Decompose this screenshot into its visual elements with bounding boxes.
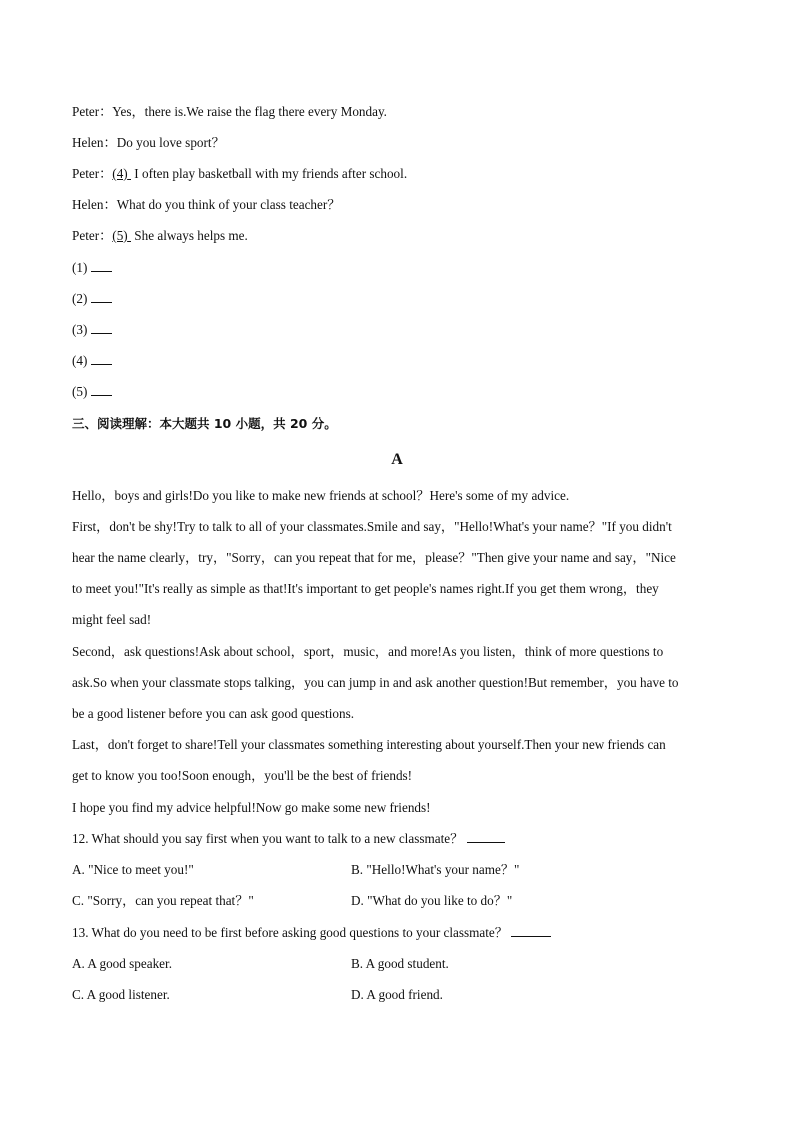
- question-12: [72, 830, 505, 848]
- answer-blank-5[interactable]: [72, 383, 112, 401]
- speaker-name: Helen: [72, 135, 104, 150]
- dialogue-text: I often play basketball with my friends after school.: [134, 166, 408, 181]
- dialogue-line: Helen：What do you think of your class teacher？: [72, 197, 341, 212]
- option-12-b[interactable]: B. "Hello!What's your name？": [351, 862, 520, 877]
- answer-line[interactable]: [91, 384, 112, 396]
- answer-blank-2[interactable]: [72, 290, 112, 308]
- passage-line: Hello，boys and girls!Do you like to make new friends at school？Here's some of my advice.: [72, 488, 570, 503]
- passage-title: A: [391, 451, 403, 468]
- question-stem: 12. What should you say first when you want to talk to a new classmate？: [72, 831, 464, 846]
- passage-line: to meet you!"It's really as simple as that!It's important to get people's names right.If you get them wrong，they: [72, 581, 659, 596]
- dialogue-line: Peter：(4) I often play basketball with my friends after school.: [72, 166, 408, 181]
- option-13-c[interactable]: C. A good listener.: [72, 987, 170, 1002]
- answer-label: (3): [72, 322, 88, 337]
- dialogue-line: Peter：(5) She always helps me.: [72, 228, 248, 243]
- dialogue-line: Helen：Do you love sport？: [72, 135, 225, 150]
- answer-line[interactable]: [91, 291, 112, 303]
- option-13-d[interactable]: D. A good friend.: [351, 987, 443, 1002]
- passage-line: First，don't be shy!Try to talk to all of your classmates.Smile and say，"Hello!What's your name？"If you didn't: [72, 519, 672, 534]
- dialogue-line: Peter：Yes，there is.We raise the flag there every Monday.: [72, 104, 387, 119]
- passage-line: ask.So when your classmate stops talking，you can jump in and ask another question!But remember，you have to: [72, 675, 679, 690]
- answer-label: (5): [72, 384, 88, 399]
- answer-line[interactable]: [91, 322, 112, 334]
- answer-label: (1): [72, 260, 88, 275]
- answer-line[interactable]: [511, 925, 551, 937]
- dialogue-text: She always helps me.: [134, 228, 248, 243]
- answer-line[interactable]: [91, 353, 112, 365]
- passage-line: hear the name clearly，try，"Sorry，can you repeat that for me，please？"Then give your name and say，"Nice: [72, 550, 676, 565]
- speaker-name: Peter: [72, 228, 100, 243]
- passage-line: Second，ask questions!Ask about school，sport，music，and more!As you listen，think of more questions to: [72, 644, 664, 659]
- dialogue-text: Do you love sport？: [116, 135, 225, 150]
- question-stem: 13. What do you need to be first before asking good questions to your classmate？: [72, 925, 508, 940]
- answer-blank-3[interactable]: [72, 321, 112, 339]
- speaker-name: Peter: [72, 104, 100, 119]
- answer-blank-4[interactable]: [72, 352, 112, 370]
- passage-line: I hope you find my advice helpful!Now go make some new friends!: [72, 800, 431, 815]
- answer-label: (4): [72, 353, 88, 368]
- option-13-b[interactable]: B. A good student.: [351, 956, 449, 971]
- dialogue-text: Yes，there is.We raise the flag there every Monday.: [112, 104, 387, 119]
- passage-line: might feel sad!: [72, 612, 152, 627]
- question-13: [72, 924, 551, 942]
- passage-line: Last，don't forget to share!Tell your classmates something interesting about yourself.Then your new friends can: [72, 737, 666, 752]
- section-heading: 三、阅读理解：本大题共 10 小题，共 20 分。: [72, 416, 337, 431]
- dialogue-text: What do you think of your class teacher？: [116, 197, 341, 212]
- passage-line: be a good listener before you can ask good questions.: [72, 706, 354, 721]
- option-12-d[interactable]: D. "What do you like to do？": [351, 893, 513, 908]
- speaker-name: Helen: [72, 197, 104, 212]
- option-13-a[interactable]: A. A good speaker.: [72, 956, 172, 971]
- passage-line: get to know you too!Soon enough，you'll be the best of friends!: [72, 768, 413, 783]
- dialogue-blank: (5): [112, 228, 128, 243]
- answer-line[interactable]: [91, 260, 112, 272]
- answer-blank-1[interactable]: [72, 259, 112, 277]
- dialogue-blank: (4): [112, 166, 128, 181]
- option-12-a[interactable]: A. "Nice to meet you!": [72, 862, 194, 877]
- answer-label: (2): [72, 291, 88, 306]
- answer-line[interactable]: [467, 831, 505, 843]
- option-12-c[interactable]: C. "Sorry，can you repeat that？": [72, 893, 254, 908]
- speaker-name: Peter: [72, 166, 100, 181]
